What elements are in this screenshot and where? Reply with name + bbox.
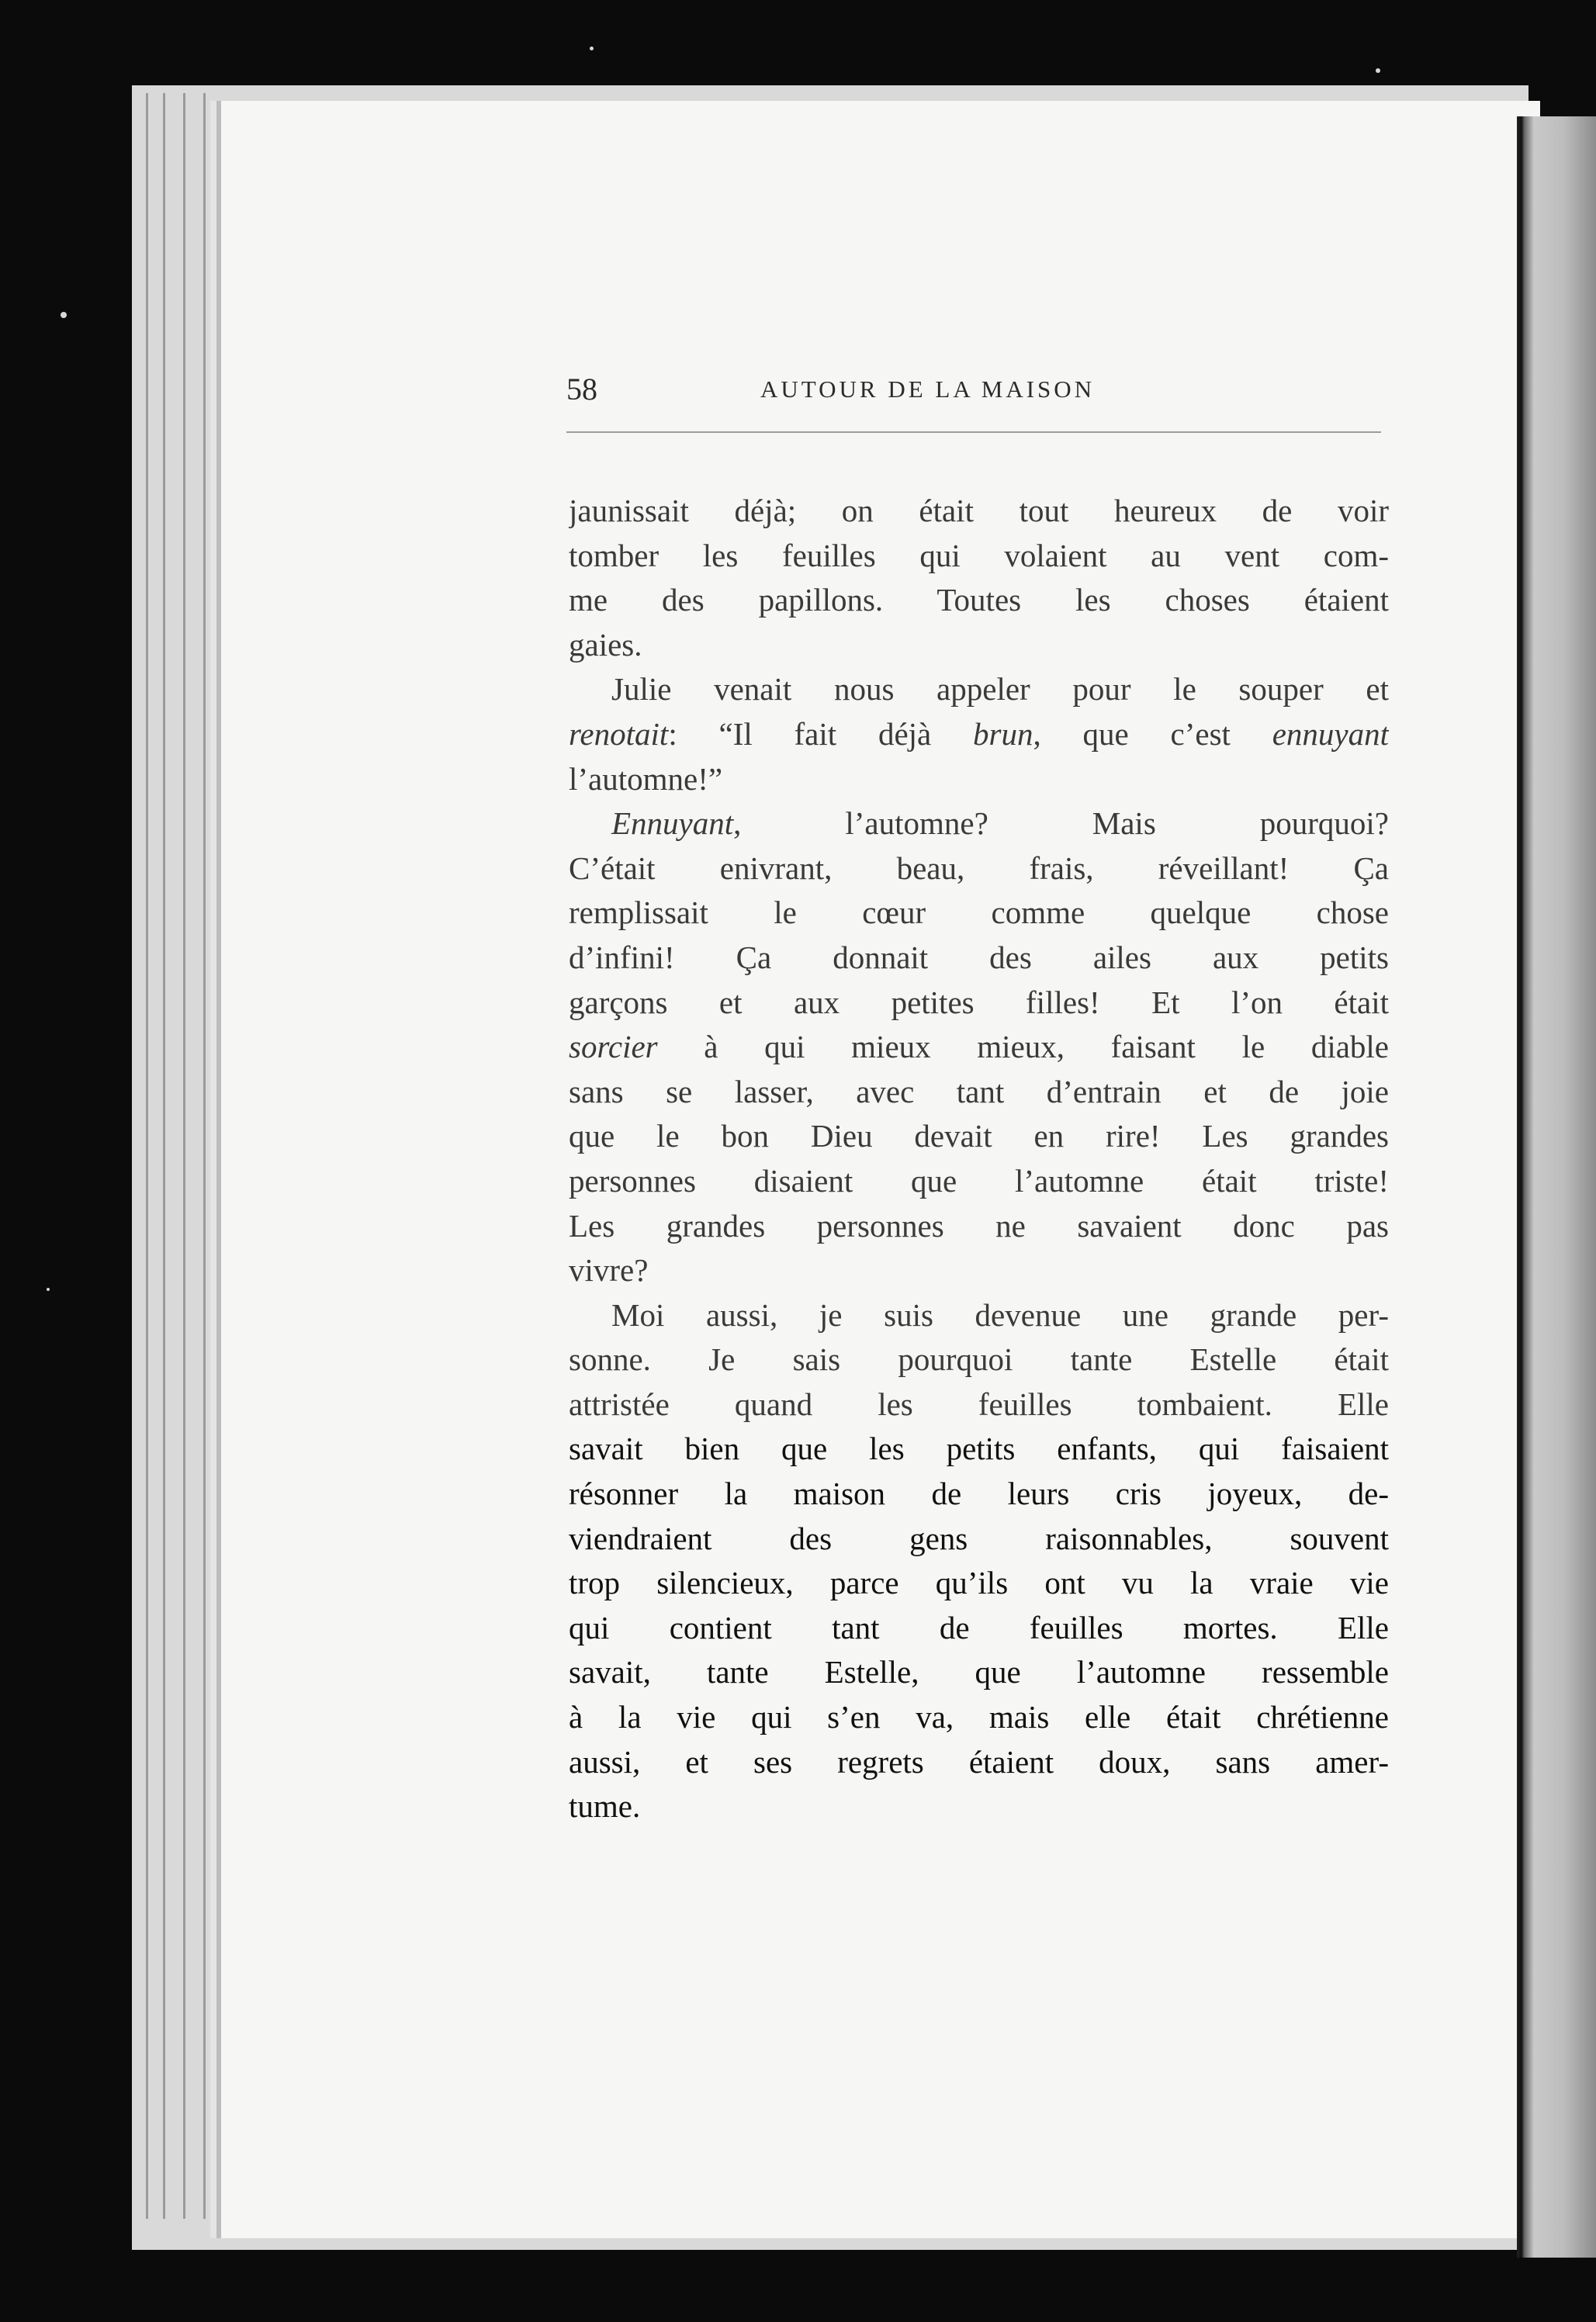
scan-speck bbox=[590, 47, 594, 50]
scan-speck bbox=[1376, 68, 1380, 73]
text-line: garçons et aux petites filles! Et l’on était bbox=[569, 984, 1389, 1020]
text-line: à la vie qui s’en va, mais elle était chrétienne bbox=[569, 1699, 1389, 1735]
running-title: AUTOUR DE LA MAISON bbox=[760, 375, 1096, 403]
text-line: attristée quand les feuilles tombaient. Elle bbox=[569, 1386, 1389, 1422]
text-line: tomber les feuilles qui volaient au vent com- bbox=[569, 537, 1389, 573]
text-line: savait bien que les petits enfants, qui faisaient bbox=[569, 1431, 1389, 1467]
text-line: sans se lasser, avec tant d’entrain et de joie bbox=[569, 1073, 1389, 1109]
text-line: me des papillons. Toutes les choses étaient bbox=[569, 582, 1389, 618]
text-line: viendraient des gens raisonnables, souvent bbox=[569, 1520, 1389, 1556]
text-line: savait, tante Estelle, que l’automne ressemble bbox=[569, 1654, 1389, 1690]
text-line: l’automne!” bbox=[569, 760, 723, 797]
text-line: personnes disaient que l’automne était triste! bbox=[569, 1162, 1389, 1199]
scan-speck bbox=[61, 312, 67, 318]
page-header bbox=[566, 371, 1381, 417]
text-line: remplissait le cœur comme quelque chose bbox=[569, 895, 1389, 931]
text-line: d’infini! Ça donnait des ailes aux petits bbox=[569, 939, 1389, 975]
text-line: aussi, et ses regrets étaient doux, sans amer- bbox=[569, 1743, 1389, 1780]
text-line: Moi aussi, je suis devenue une grande per- bbox=[611, 1296, 1389, 1333]
scan-speck bbox=[47, 1288, 50, 1291]
text-line: vivre? bbox=[569, 1252, 649, 1289]
text-line: Les grandes personnes ne savaient donc pas bbox=[569, 1207, 1389, 1244]
header-rule bbox=[566, 431, 1381, 433]
page-number: 58 bbox=[566, 372, 597, 407]
text-line: Ennuyant, l’automne? Mais pourquoi? bbox=[611, 805, 1389, 842]
text-line: tume. bbox=[569, 1788, 641, 1825]
body-text bbox=[569, 489, 1389, 1829]
italic-word: renotait bbox=[569, 715, 669, 752]
text-line: résonner la maison de leurs cris joyeux, de- bbox=[569, 1476, 1389, 1512]
text-line: renotait: “Il fait déjà brun, que c’est ennuyant bbox=[569, 715, 1389, 752]
italic-word: Ennuyant bbox=[611, 805, 734, 842]
italic-word: sorcier bbox=[569, 1029, 658, 1065]
text-line: que le bon Dieu devait en rire! Les grandes bbox=[569, 1118, 1389, 1154]
book-gutter bbox=[1517, 116, 1596, 2258]
text-line: sorcier à qui mieux mieux, faisant le diable bbox=[569, 1029, 1389, 1065]
italic-word: ennuyant bbox=[1272, 715, 1389, 752]
text-line: trop silencieux, parce qu’ils ont vu la vraie vie bbox=[569, 1565, 1389, 1601]
text-line: C’était enivrant, beau, frais, réveillant! Ça bbox=[569, 850, 1389, 886]
text-line: sonne. Je sais pourquoi tante Estelle était bbox=[569, 1341, 1389, 1378]
text-line: Julie venait nous appeler pour le souper et bbox=[611, 671, 1389, 708]
text-line: gaies. bbox=[569, 626, 642, 663]
italic-word: brun bbox=[973, 715, 1033, 752]
text-line: jaunissait déjà; on était tout heureux de voir bbox=[569, 493, 1389, 528]
text-line: qui contient tant de feuilles mortes. Elle bbox=[569, 1609, 1389, 1645]
